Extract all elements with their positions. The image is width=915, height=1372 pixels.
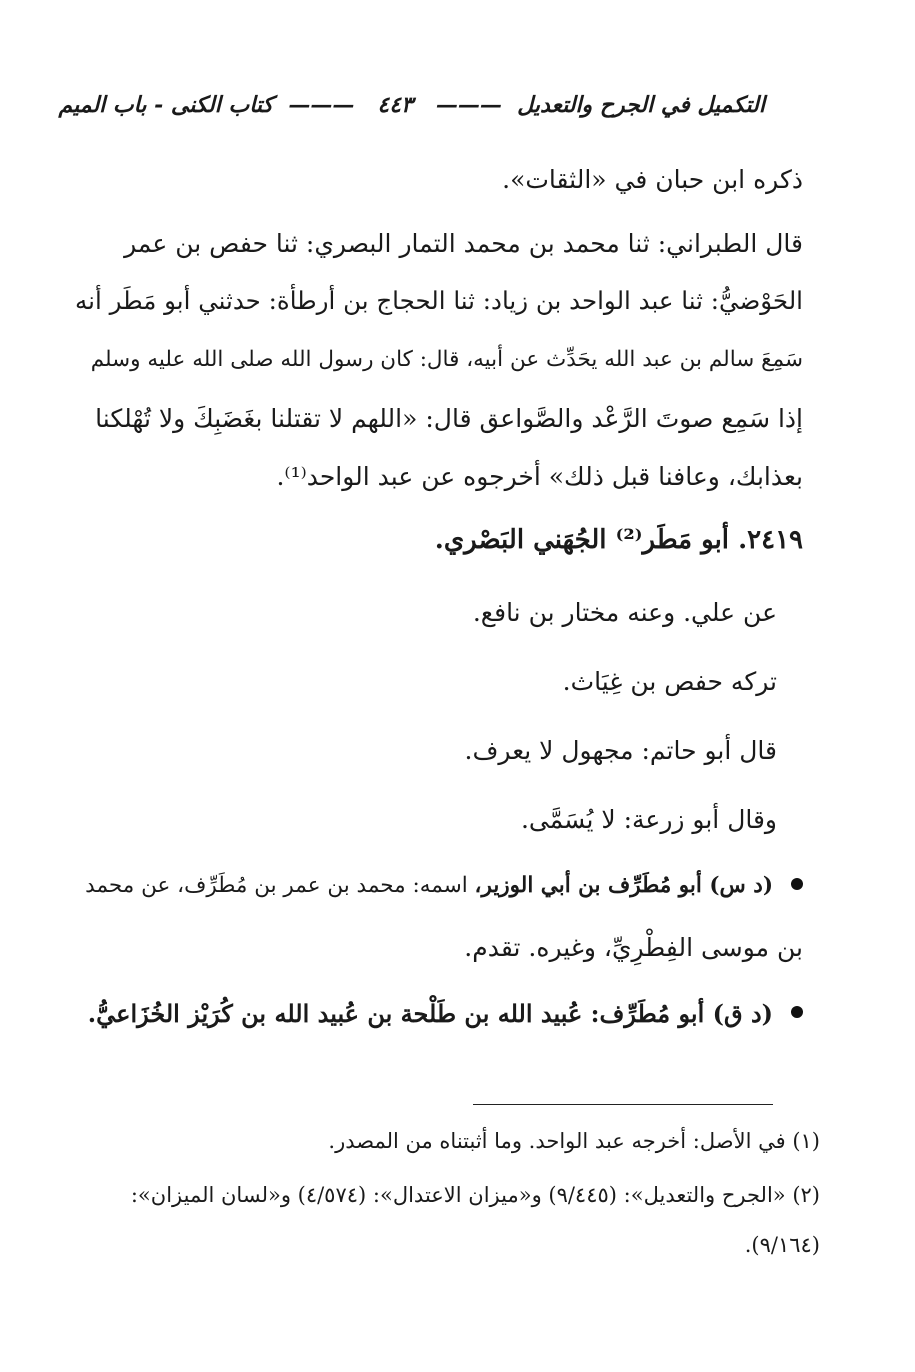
paragraph-line: بعذابك، وعافنا قبل ذلك» أخرجوه عن عبد الواحد⁽¹⁾.	[276, 462, 803, 491]
bullet-icon	[791, 878, 803, 890]
body-line-1: ذكره ابن حبان في «الثقات».	[502, 165, 803, 194]
bullet-entry-1-heading: (د س) أبو مُطَرِّف بن أبي الوزير،	[474, 873, 773, 898]
bullet-entry-1-line-1	[85, 866, 773, 906]
bullet-entry-2-heading: (د ق) أبو مُطَرِّف: عُبيد الله بن طَلْحة بن عُبيد الله بن كُرَيْز الخُزَاعيُّ.	[87, 999, 773, 1028]
header-section: كتاب الكنى - باب الميم	[58, 92, 274, 118]
entry-line: قال أبو حاتم: مجهول لا يعرف.	[464, 736, 777, 765]
header-book-title: التكميل في الجرح والتعديل	[517, 92, 765, 118]
entry-heading-2419: ٢٤١٩. أبو مَطَر⁽²⁾ الجُهَني البَصْري.	[434, 525, 803, 555]
paragraph-line: إذا سَمِع صوتَ الرَّعْد والصَّواعق قال: «اللهم لا تقتلنا بغَضَبِكَ ولا تُهْلكنا	[95, 404, 803, 433]
footnote-divider	[473, 1104, 773, 1105]
entry-line: تركه حفص بن غِيَاث.	[562, 667, 777, 696]
paragraph-line: الحَوْضيُّ: ثنا عبد الواحد بن زياد: ثنا الحجاج بن أرطأة: حدثني أبو مَطَر أنه	[75, 286, 803, 315]
paragraph-line: قال الطبراني: ثنا محمد بن محمد التمار البصري: ثنا حفص بن عمر	[124, 229, 803, 258]
page-number: ٤٤٣	[377, 92, 413, 118]
bullet-entry-1-line-2: بن موسى الفِطْرِيِّ، وغيره. تقدم.	[464, 933, 803, 962]
footnote-1: (١) في الأصل: أخرجه عبد الواحد. وما أثبتناه من المصدر.	[328, 1129, 820, 1153]
bullet-icon	[791, 1006, 803, 1018]
paragraph-line: سَمِعَ سالم بن عبد الله يحَدِّث عن أبيه، قال: كان رسول الله صلى الله عليه وسلم	[90, 347, 803, 372]
bullet-entry-1-rest: اسمه: محمد بن عمر بن مُطَرِّف، عن محمد	[85, 873, 475, 898]
footnote-2-line-1: (٢) «الجرح والتعديل»: (٩/٤٤٥) و«ميزان الاعتدال»: (٤/٥٧٤) و«لسان الميزان»:	[130, 1183, 820, 1207]
entry-line: عن علي. وعنه مختار بن نافع.	[472, 598, 777, 627]
running-header: التكميل في الجرح والتعديل ——— ٤٤٣ ——— كتاب الكنى - باب الميم	[58, 92, 765, 118]
entry-line: وقال أبو زرعة: لا يُسَمَّى.	[520, 805, 777, 834]
footnote-2-line-2: (٩/١٦٤).	[744, 1233, 820, 1257]
